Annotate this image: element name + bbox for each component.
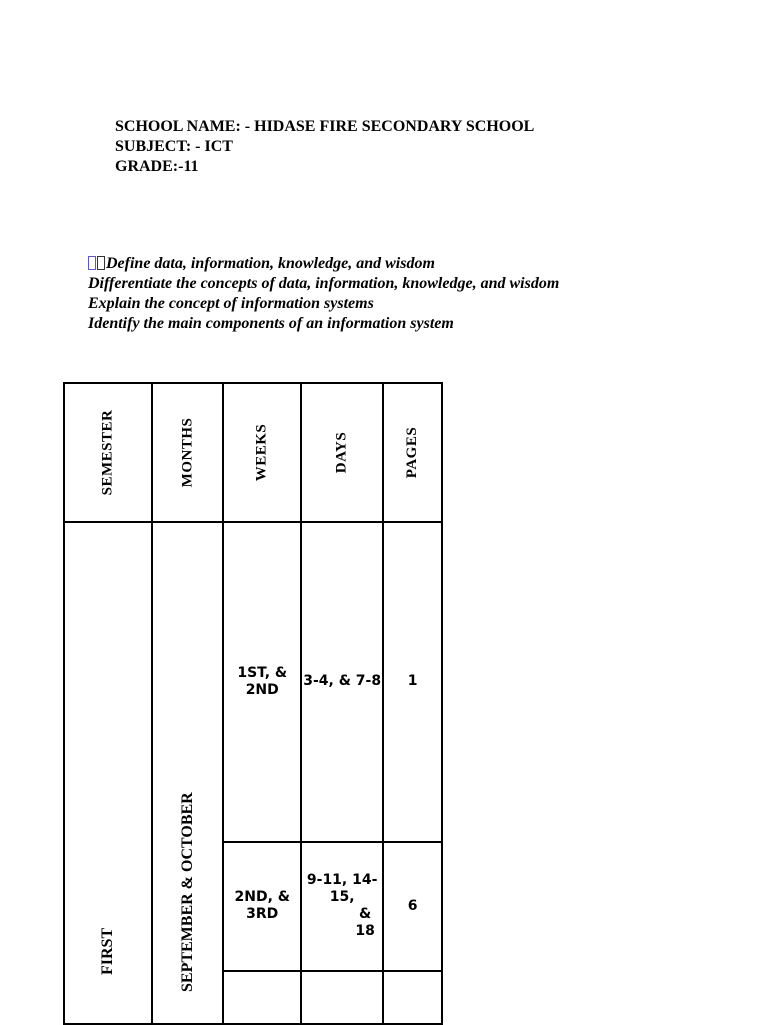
pages-cell: 6 bbox=[383, 842, 442, 971]
school-name: SCHOOL NAME: - HIDASE FIRE SECONDARY SCHOOL bbox=[115, 118, 535, 135]
missing-glyph-icon bbox=[88, 256, 96, 270]
subject-line: SUBJECT: - ICT bbox=[115, 138, 233, 155]
months-value: SEPTEMBER & OCTOBER bbox=[178, 792, 196, 992]
objective-item: Define data, information, knowledge, and wisdom bbox=[88, 254, 559, 274]
objective-item: Explain the concept of information systems bbox=[88, 295, 374, 312]
weeks-header: WEEKS bbox=[223, 383, 301, 522]
pages-header: PAGES bbox=[383, 383, 442, 522]
semester-value: FIRST bbox=[98, 927, 116, 975]
months-cell bbox=[152, 522, 224, 1024]
lesson-plan-table bbox=[63, 382, 443, 1025]
days-cell bbox=[301, 971, 383, 1024]
semester-header: SEMESTER bbox=[64, 383, 152, 522]
pages-cell: 1 bbox=[383, 522, 442, 842]
months-header: MONTHS bbox=[152, 383, 224, 522]
days-cell: 3-4, & 7-8 bbox=[301, 522, 383, 842]
table-header-row bbox=[64, 383, 442, 522]
table-row bbox=[64, 522, 442, 842]
pages-cell bbox=[383, 971, 442, 1024]
document-header bbox=[115, 117, 534, 177]
weeks-cell: 1ST, & 2ND bbox=[223, 522, 301, 842]
weeks-cell: 2ND, & 3RD bbox=[223, 842, 301, 971]
objective-item: Identify the main components of an information system bbox=[88, 315, 454, 332]
learning-objectives bbox=[88, 254, 559, 334]
missing-glyph-icon bbox=[97, 256, 105, 270]
objective-item: Differentiate the concepts of data, information, knowledge, and wisdom bbox=[88, 275, 560, 292]
weeks-cell bbox=[223, 971, 301, 1024]
semester-cell bbox=[64, 522, 152, 1024]
days-header: DAYS bbox=[301, 383, 383, 522]
days-cell: 9-11, 14-15, & 18 bbox=[301, 842, 383, 971]
grade-line: GRADE:-11 bbox=[115, 158, 199, 175]
